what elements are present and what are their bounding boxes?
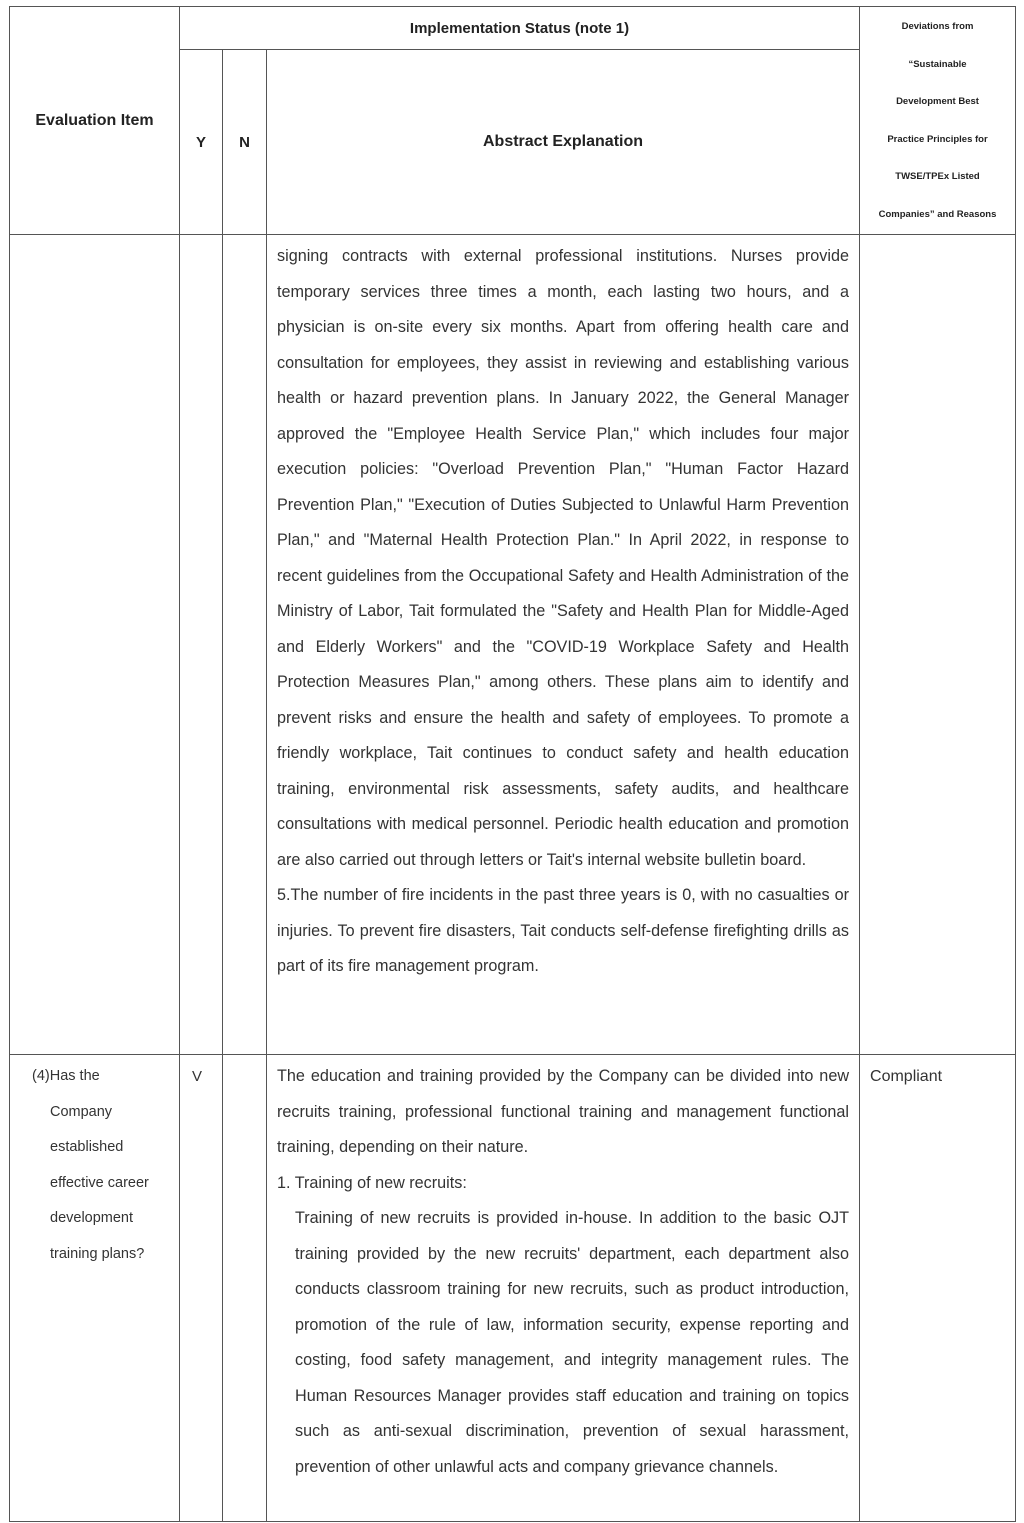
evaluation-item-cell bbox=[10, 235, 180, 1055]
table-row bbox=[10, 1055, 1016, 1522]
header-row-1 bbox=[10, 7, 1016, 50]
evaluation-item-line: Company bbox=[50, 1103, 113, 1120]
header-deviations-line: Deviations from bbox=[901, 21, 974, 32]
header-n: N bbox=[223, 50, 267, 235]
explanation-paragraph: 5.The number of fire incidents in the past three years is 0, with no casualties or injuries. To prevent fire disasters, Tait conducts self-defense firefighting drills as part of its fire management program. bbox=[277, 886, 850, 975]
header-evaluation-item: Evaluation Item bbox=[10, 7, 180, 235]
abstract-explanation-cell bbox=[267, 235, 860, 1055]
header-implementation-status: Implementation Status (note 1) bbox=[180, 7, 860, 50]
header-abstract-explanation: Abstract Explanation bbox=[267, 50, 860, 235]
header-deviations-line: “Sustainable bbox=[908, 58, 967, 70]
header-deviations bbox=[860, 7, 1016, 235]
deviation-cell bbox=[860, 235, 1016, 1055]
table-row bbox=[10, 235, 1016, 1055]
evaluation-table bbox=[9, 6, 1016, 1522]
evaluation-item-line: effective career bbox=[50, 1174, 149, 1191]
n-cell bbox=[223, 235, 267, 1055]
explanation-paragraph: signing contracts with external professional institutions. Nurses provide temporary services three times a month, each lasting two hours, and a physician is on-site every six months. Apart from offering health care and consultation for employees, they assist in reviewing and establishing various health or hazard prevention plans. In January 2022, the General Manager approved the "Employee Health Service Plan," which includes four major execution policies: "Overload Prevention Plan," "Human Factor Hazard Prevention Plan," "Execution of Duties Subjected to Unlawful Harm Prevention Plan," and "Maternal Health Protection Plan." In April 2022, in response to recent guidelines from the Occupational Safety and Health Administration of the Ministry of Labor, Tait formulated the "Safety and Health Plan for Middle-Aged and Elderly Workers" and the "COVID-19 Workplace Safety and Health Protection Measures Plan," among others. These plans aim to identify and prevent risks and ensure the health and safety of employees. To promote a friendly workplace, Tait continues to conduct safety and health education training, environmental risk assessments, safety audits, and healthcare consultations with medical personnel. Periodic health education and promotion are also carried out through letters or Tait's internal website bulletin board. bbox=[277, 247, 850, 869]
explanation-subheading: 1. Training of new recruits: bbox=[277, 1173, 467, 1192]
explanation-detail: Training of new recruits is provided in-house. In addition to the basic OJT training provided by the new recruits' department, each department also conducts classroom training for new recruits, such as product introduction, promotion of the rule of law, information security, expense reporting and costing, food safety management, and integrity management rules. The Human Resources Manager provides staff education and training on topics such as anti-sexual discrimination, prevention of sexual harassment, prevention of other unlawful acts and company grievance channels. bbox=[295, 1209, 850, 1476]
evaluation-item-line: (4)Has the bbox=[32, 1068, 100, 1084]
evaluation-item-line: development bbox=[50, 1210, 134, 1226]
deviation-cell: Compliant bbox=[860, 1055, 1016, 1522]
header-deviations-line: Companies” and Reasons bbox=[878, 208, 997, 220]
n-cell bbox=[223, 1055, 267, 1522]
header-y: Y bbox=[180, 50, 223, 235]
abstract-explanation-cell bbox=[267, 1055, 860, 1522]
evaluation-item-line: established bbox=[50, 1139, 124, 1155]
explanation-intro: The education and training provided by the Company can be divided into new recruits training, professional functional training and management functional training, depending on their nature. bbox=[277, 1067, 850, 1156]
y-cell bbox=[180, 235, 223, 1055]
header-deviations-line: Practice Principles for bbox=[887, 133, 988, 145]
header-deviations-line: Development Best bbox=[896, 96, 979, 107]
evaluation-item-cell bbox=[10, 1055, 180, 1522]
y-cell: V bbox=[180, 1055, 223, 1522]
header-deviations-line: TWSE/TPEx Listed bbox=[895, 171, 980, 182]
evaluation-item-line: training plans? bbox=[50, 1245, 145, 1262]
